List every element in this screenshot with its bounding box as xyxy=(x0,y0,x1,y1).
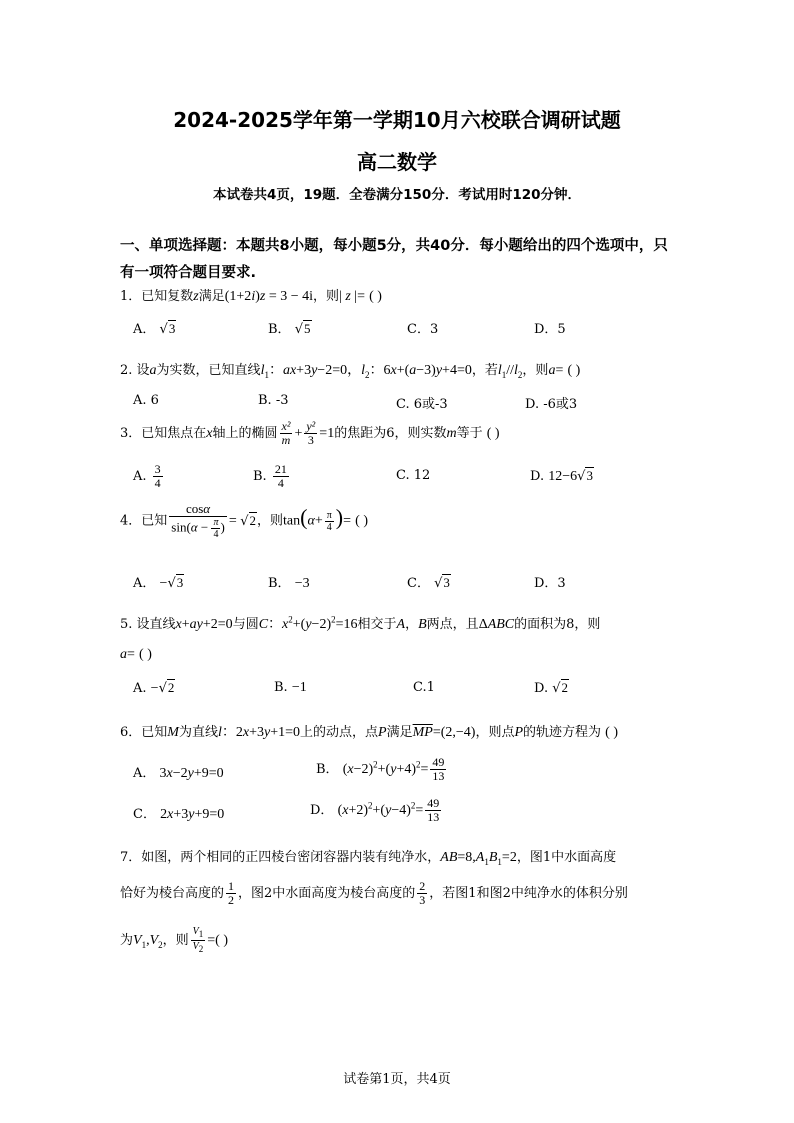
question-2: 2. 设a为实数，已知直线$l_1$：ax+3y−2=0，$l_2$：6x+(a−3)y+4=0，若$l_1//l_2$，则a= ( ) xyxy=(120,363,581,380)
question-7-line2: 恰好为棱台高度的 $\frac{1}{2}$ ，图2中水面高度为棱台高度的 $\frac{2}{3}$ ，若图1和图2中纯净水的体积分别 xyxy=(120,879,628,908)
q1-option-a: A． √3 xyxy=(133,321,176,337)
q3-option-d: D. 12−6√3 xyxy=(530,468,593,484)
q5-option-d: D. √2 xyxy=(534,680,569,696)
q1-option-c: C．3 xyxy=(407,322,439,337)
question-7: 7．如图，两个相同的正四棱台密闭容器内装有纯净水，$AB=8,A_1B_1=2$，图1中水面高度 xyxy=(120,850,617,867)
page-footer: 试卷第1页，共4页 xyxy=(343,1072,451,1087)
exam-notice: 本试卷共4页，19题．全卷满分150分．考试用时120分钟． xyxy=(212,187,582,203)
q2-option-a: A. 6 xyxy=(133,393,159,408)
question-3: 3．已知焦点在x轴上的椭圆 $\frac{\text{x²}}{m}$ + $\frac{\text{y²}}{3}$ =1的焦距为6，则实数m等于 ( ) xyxy=(120,419,500,448)
q4-option-c: C． √3 xyxy=(407,575,450,591)
q3-option-c: C. 12 xyxy=(396,468,431,483)
question-5: 5. 设直线x+ay+2=0与圆C：$x^2+(y-2)^2=16$相交于A，B两点，且ΔABC的面积为8，则 xyxy=(120,614,601,632)
exam-subject: 高二数学 xyxy=(357,150,437,174)
q5-option-c: C.1 xyxy=(413,680,435,695)
q6-option-b: B． $(x-2)^2+(y+4)^2=$ $\frac{49}{13}$ xyxy=(316,755,445,784)
q4-option-a: A． −√3 xyxy=(133,575,184,591)
q6-option-a: A． 3x−2y+9=0 xyxy=(133,766,224,781)
section-heading: 一、单项选择题：本题共8小题，每小题5分，共40分．每小题给出的四个选项中，只有一项符合题目要求. xyxy=(120,238,668,281)
q6-option-d: D． $(x+2)^2+(y-4)^2=$ $\frac{49}{13}$ xyxy=(310,796,440,825)
q6-option-c: C． 2x+3y+9=0 xyxy=(133,807,225,822)
q4-option-b: B． −3 xyxy=(268,576,310,591)
q2-option-d: D. -6或3 xyxy=(525,397,578,412)
question-5-line2: a= ( ) xyxy=(120,647,152,662)
q2-option-b: B. -3 xyxy=(258,393,289,408)
question-6: 6．已知M为直线l：2x+3y+1=0上的动点，点P满足$\overline{MP}=(2,-4)$，则点P的轨迹方程为 ( ) xyxy=(120,725,618,740)
q1-option-b: B． √5 xyxy=(268,321,311,337)
q4-option-d: D．3 xyxy=(534,576,566,591)
q5-option-b: B. −1 xyxy=(274,680,307,695)
question-4: 4．已知 cosα sin(α − $\frac{\pi}{4}$ ) = √2，则tan(α+ $\frac{\pi}{4}$ )= ( ) xyxy=(120,501,368,541)
q3-option-b: B. $\frac{21}{4}$ xyxy=(253,462,287,491)
q2-option-c: C. 6或-3 xyxy=(396,397,448,412)
exam-title: 2024-2025学年第一学期10月六校联合调研试题 xyxy=(173,108,621,132)
q1-option-d: D．5 xyxy=(534,322,566,337)
question-1: 1．已知复数z满足(1+2i)z = 3 − 4i，则| z |= ( ) xyxy=(120,289,382,304)
q3-option-a: A. $\frac{3}{4}$ xyxy=(133,462,161,491)
q5-option-a: A. −√2 xyxy=(133,680,175,696)
question-7-line3: 为$V_1,V_2$，则 $\frac{V_1}{V_2}$ =( ) xyxy=(120,926,228,954)
